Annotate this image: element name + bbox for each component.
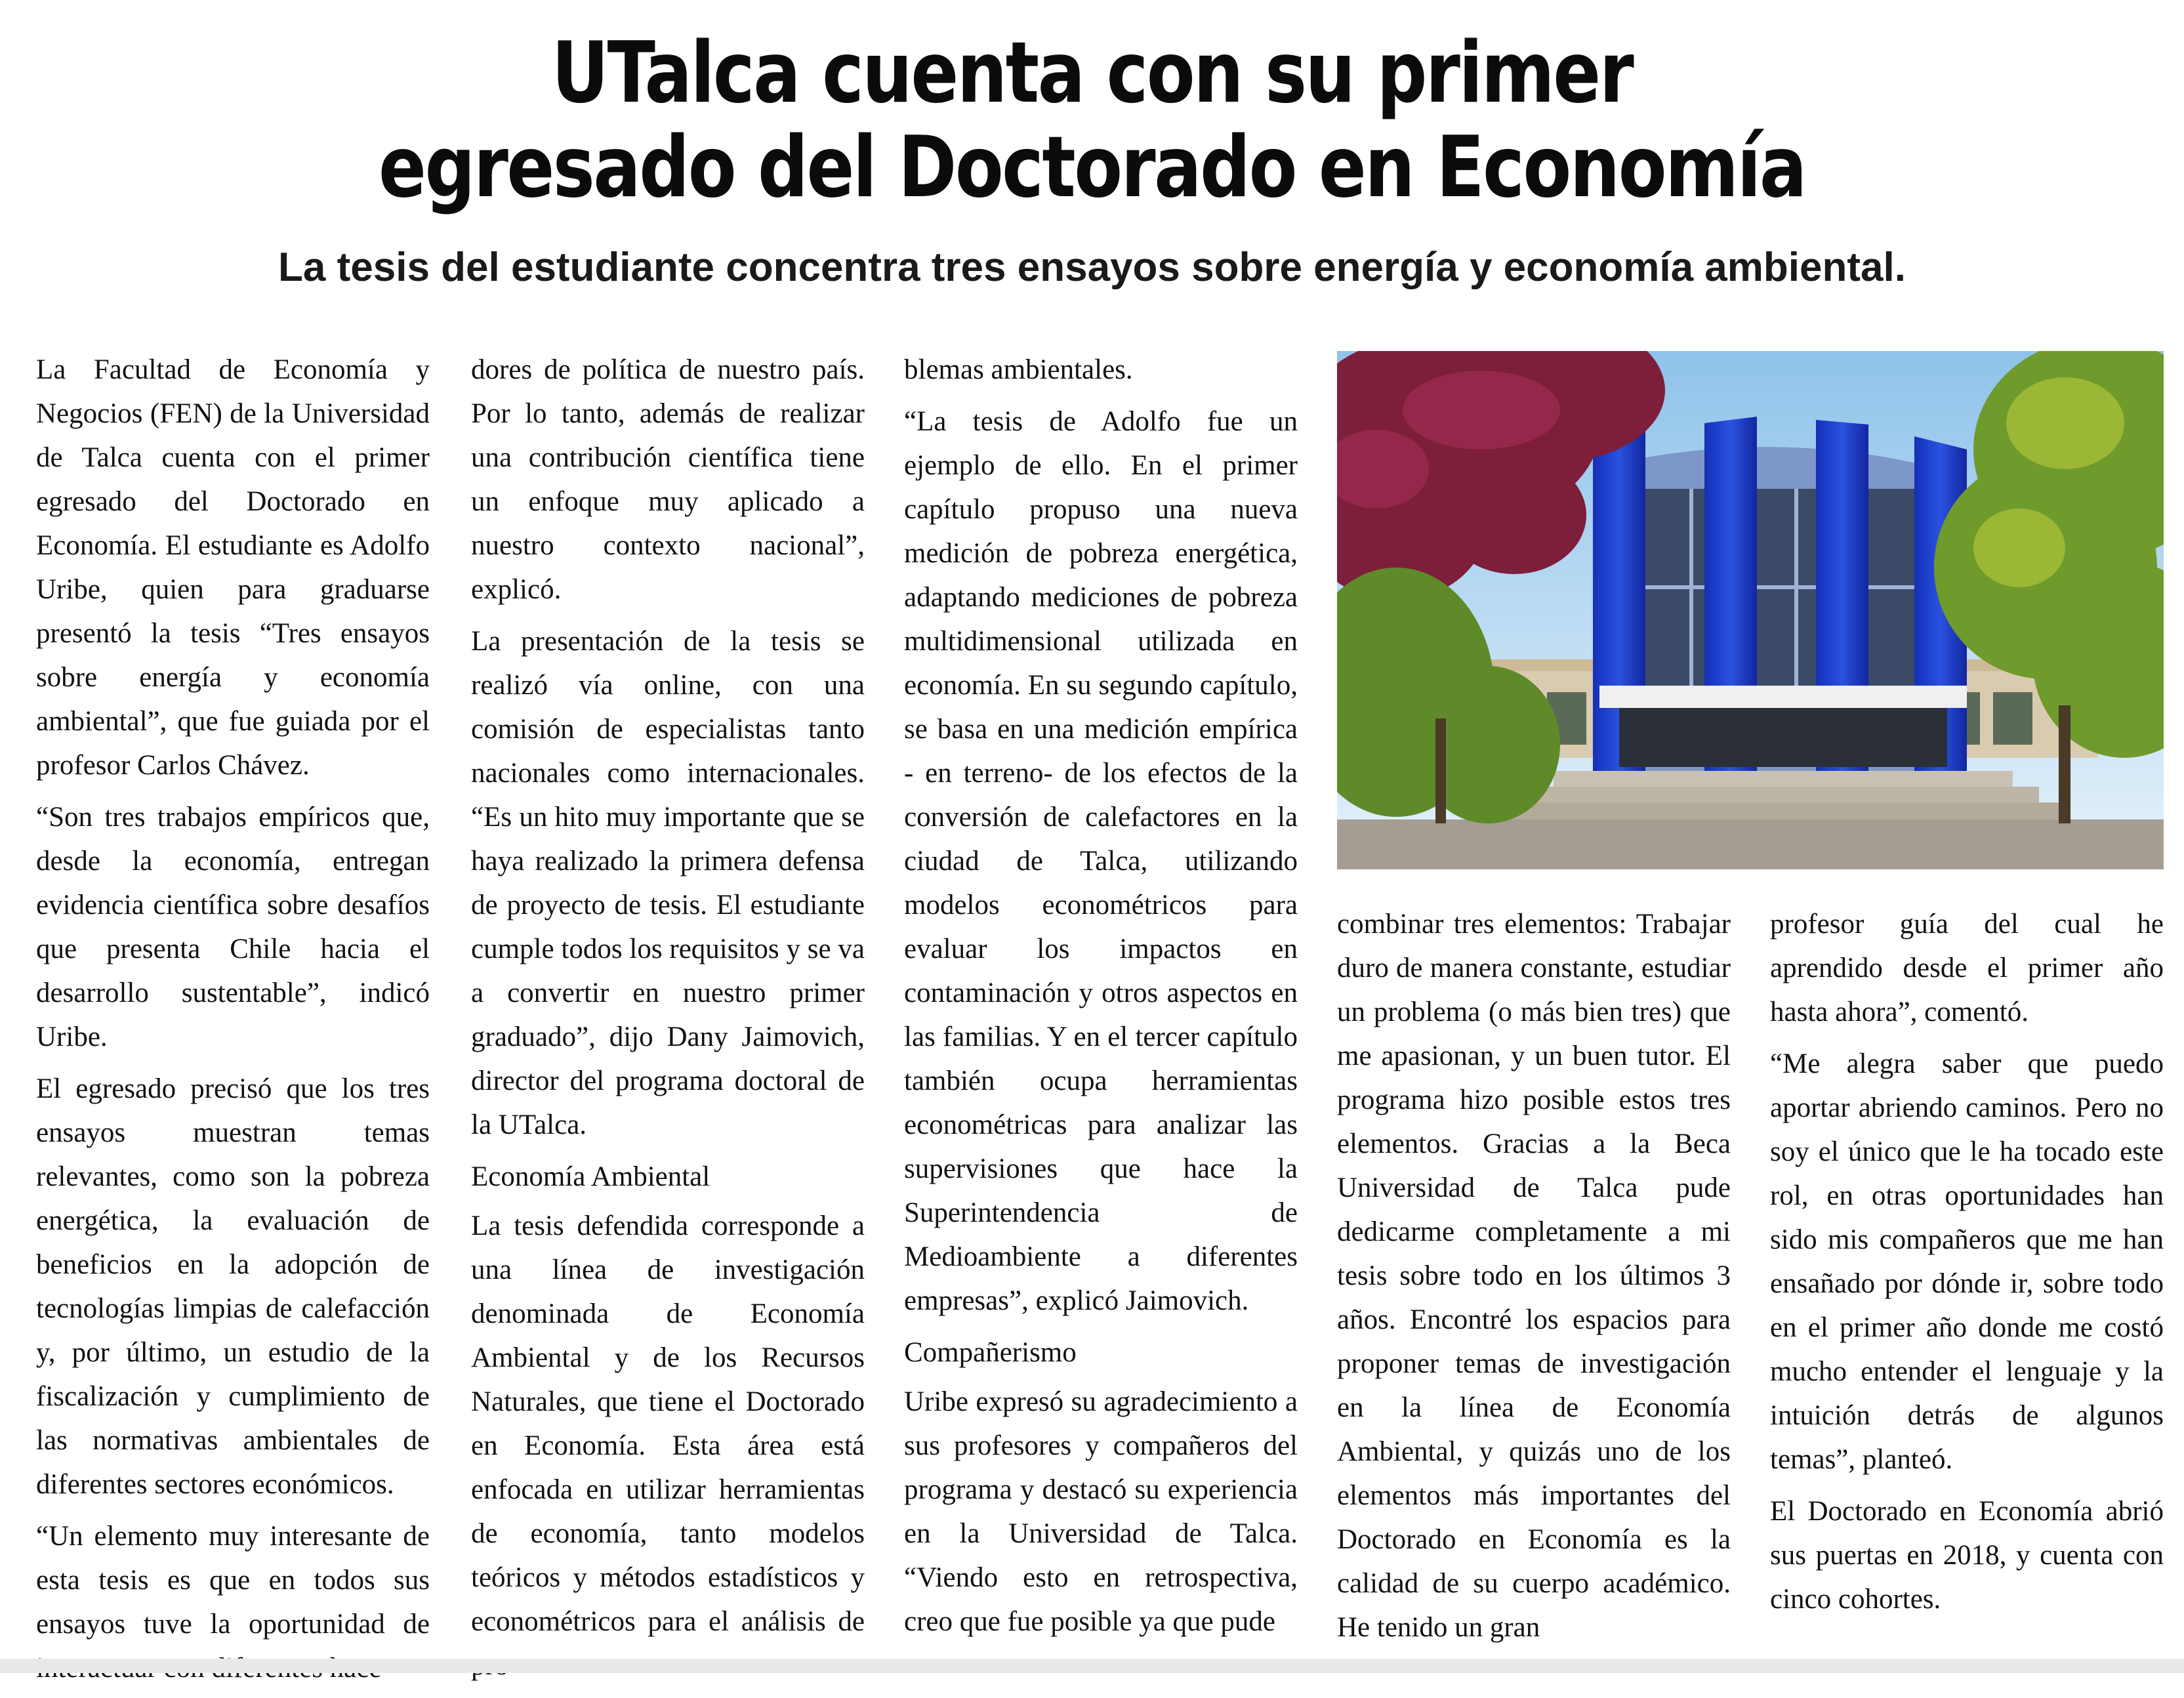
headline-line-1: UTalca cuenta con su primer <box>551 24 1633 122</box>
paragraph: dores de política de nuestro país. Por lo tanto, además de realizar una contribución científica tiene un enfoque muy aplicado a nuestro contexto nacional”, explicó. <box>471 354 865 605</box>
bottom-rule <box>0 1659 2184 1673</box>
subtitle: La tesis del estudiante concentra tres ensayos sobre energía y economía ambiental. <box>278 245 1906 290</box>
paragraph: combinar tres elementos: Trabajar duro de manera constante, estudiar un problema (o más bien tres) que me apasionan, y un buen tutor. El programa hizo posible estos tres elementos. Gracias a la Beca Universidad de Talca pude dedicarme completamente a mi tesis sobre todo en los últimos 3 años. Encontré los espacios para proponer temas de investigación en la línea de Economía Ambiental, y quizás uno de los elementos más importantes del Doctorado en Economía es la calidad de su cuerpo académico. He tenido un gran <box>1337 909 1731 1643</box>
paragraph: La Facultad de Economía y Negocios (FEN) de la Universidad de Talca cuenta con el primer egresado del Doctorado en Economía. El estudiante es Adolfo Uribe, quien para graduarse presentó la tesis “Tres ensayos sobre energía y economía ambiental”, que fue guiada por el profesor Carlos Chávez. <box>36 354 430 781</box>
column-5 <box>1770 902 2164 1629</box>
section-heading-companerismo: Compañerismo <box>904 1337 1077 1368</box>
paragraph: El egresado precisó que los tres ensayos muestran temas relevantes, como son la pobreza energética, la evaluación de beneficios en la adopción de tecnologías limpias de calefacción y, por último, un estudio de la fiscalización y cumplimiento de las normativas ambientales de diferentes sectores económicos. <box>36 1073 430 1500</box>
headline <box>175 26 2009 215</box>
paragraph: “Un elemento muy interesante de esta tesis es que en todos sus ensayos tuve la oportunidad de <box>36 1521 430 1640</box>
column-2 <box>471 348 865 1695</box>
column-4 <box>1337 902 1731 1657</box>
paragraph: blemas ambientales. <box>904 354 1133 385</box>
section-heading-economia-ambiental: Economía Ambiental <box>471 1161 711 1192</box>
paragraph: “La tesis de Adolfo fue un ejemplo de ello. En el primer capítulo propuso una nueva medición de pobreza energética, adaptando mediciones de pobreza multidimensional utilizada en economía. En su segundo capítulo, se basa en una medición empírica - en terreno- de los efectos de la conversión de calefactores en la ciudad de Talca, utilizando modelos econométricos para evaluar los impactos en contaminación y otros aspectos en las familias. Y en el tercer capítulo también ocupa herramientas econométricas para analizar las supervisiones que hace la Superintendencia de Medioambiente a diferentes empresas”, explicó Jaimovich. <box>904 406 1298 1316</box>
building-illustration <box>1337 351 2164 869</box>
headline-line-2: egresado del Doctorado en Economía <box>379 119 1805 217</box>
paragraph: Uribe expresó su agradecimiento a sus profesores y compañeros del programa y destacó su experiencia en la Universidad de Talca. “Viendo esto en retrospectiva, creo que fue posible ya que pude <box>904 1386 1298 1637</box>
paragraph: “Son tres trabajos empíricos que, desde la economía, entregan evidencia científica sobre desafíos que presenta Chile hacia el desarrollo sustentable”, indicó Uribe. <box>36 802 430 1052</box>
column-3 <box>904 348 1298 1651</box>
paragraph: “Me alegra saber que puedo aportar abriendo caminos. Pero no soy el único que le ha tocado este rol, en otras oportunidades han sido mis compañeros que me han ensañado por dónde ir, sobre todo en el primer año donde me costó mucho entender el lenguaje y la intuición detrás de algunos temas”, planteó. <box>1770 1048 2164 1475</box>
paragraph: profesor guía del cual he aprendido desde el primer año hasta ahora”, comentó. <box>1770 909 2164 1027</box>
column-1 <box>36 348 430 1698</box>
building-photo <box>1337 351 2164 869</box>
paragraph: La presentación de la tesis se realizó vía online, con una comisión de especialistas tanto nacionales como internacionales. “Es un hito muy importante que se haya realizado la primera defensa de proyecto de tesis. El estudiante cumple todos los requisitos y se va a convertir en nuestro primer graduado”, dijo Dany Jaimovich, director del programa doctoral de la UTalca. <box>471 626 865 1140</box>
paragraph: La tesis defendida corresponde a una línea de investigación denominada de Economía Ambiental y de los Recursos Naturales, que tiene el Doctorado en Economía. Esta área está enfocada en utilizar herramientas de economía, tanto modelos teóricos y métodos estadísticos y econométricos para el análisis de <box>471 1211 865 1637</box>
paragraph: El Doctorado en Economía abrió sus puertas en 2018, y cuenta con cinco cohortes. <box>1770 1496 2164 1615</box>
